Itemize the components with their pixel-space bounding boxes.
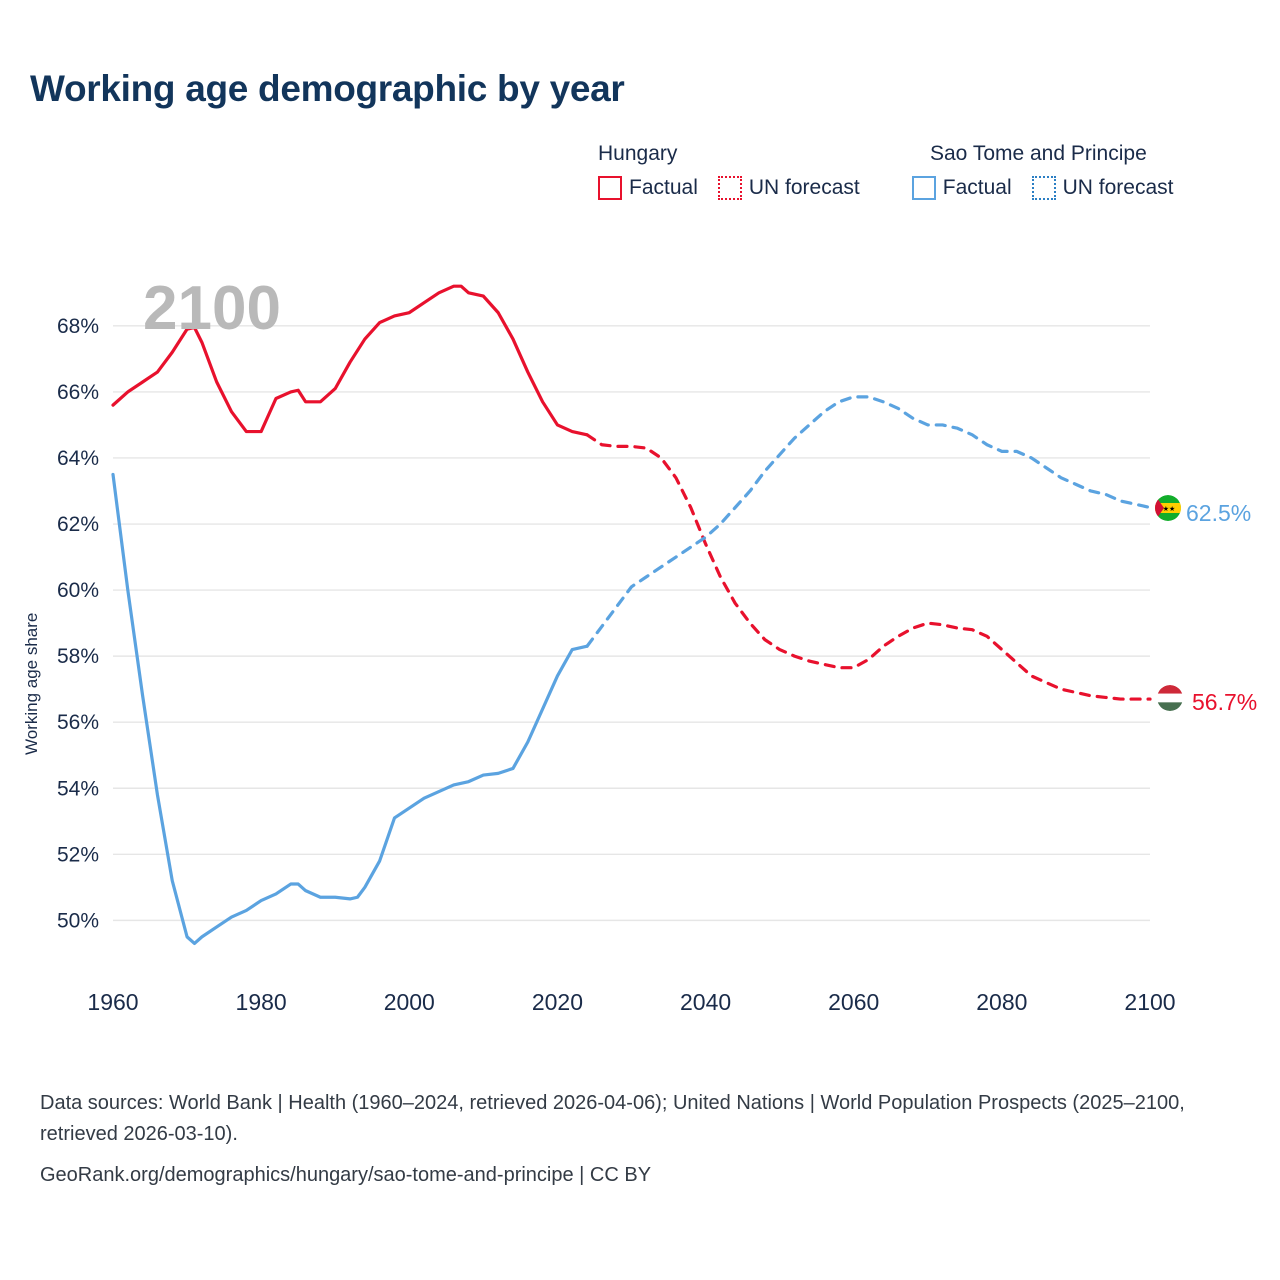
svg-text:2080: 2080 <box>976 989 1028 1015</box>
chart-plot <box>0 255 1280 1055</box>
legend-key-stp-factual[interactable] <box>912 176 1012 200</box>
svg-text:50%: 50% <box>56 909 99 933</box>
legend-country-names <box>598 142 1258 166</box>
flag-hungary-icon <box>1157 685 1183 711</box>
svg-text:2000: 2000 <box>383 989 435 1015</box>
legend-swatch-solid-blue-icon <box>912 176 936 200</box>
svg-text:54%: 54% <box>56 777 99 801</box>
svg-text:2060: 2060 <box>828 989 880 1015</box>
legend-label-stp-factual: Factual <box>942 176 1012 199</box>
chart-legend <box>598 142 1258 200</box>
flag-sao-tome-and-principe-icon <box>1155 495 1181 521</box>
legend-swatch-dotted-blue-icon <box>1032 176 1056 200</box>
footer-data-sources: Data sources: World Bank | Health (1960–2024, retrieved 2026-04-06); United Nations | World Population Prospects (2025–2100, retrieved 2026-03-10). <box>40 1092 1185 1145</box>
svg-text:★★: ★★ <box>1162 506 1176 513</box>
legend-country-stp: Sao Tome and Principe <box>930 142 1147 165</box>
chart-footer <box>40 1088 1240 1191</box>
y-axis-label: Working age share <box>22 612 41 755</box>
svg-text:62%: 62% <box>56 513 99 537</box>
svg-text:1960: 1960 <box>87 989 139 1015</box>
legend-key-hungary-forecast[interactable] <box>718 176 860 200</box>
legend-country-hungary: Hungary <box>598 142 678 165</box>
svg-text:2020: 2020 <box>531 989 584 1015</box>
svg-text:1980: 1980 <box>235 989 287 1015</box>
svg-text:64%: 64% <box>56 446 99 470</box>
svg-text:66%: 66% <box>56 380 99 404</box>
svg-text:52%: 52% <box>56 843 99 867</box>
svg-text:2100: 2100 <box>1124 989 1176 1015</box>
svg-text:56%: 56% <box>56 711 99 735</box>
legend-swatch-dotted-red-icon <box>718 176 742 200</box>
legend-label-stp-forecast: UN forecast <box>1062 176 1174 199</box>
end-label-hungary: 56.7% <box>1192 689 1258 715</box>
svg-text:58%: 58% <box>56 645 99 669</box>
legend-label-hungary-factual: Factual <box>629 176 698 199</box>
footer-attribution: GeoRank.org/demographics/hungary/sao-tome-and-principe | CC BY <box>40 1164 652 1186</box>
page-title: Working age demographic by year <box>30 68 625 109</box>
year-watermark: 2100 <box>143 274 281 343</box>
legend-key-stp-forecast[interactable] <box>1032 176 1174 200</box>
svg-text:2040: 2040 <box>679 989 732 1015</box>
legend-swatch-solid-red-icon <box>598 176 622 200</box>
chart-area <box>0 255 1280 1055</box>
legend-keys <box>598 176 1258 200</box>
svg-text:68%: 68% <box>56 314 99 338</box>
legend-label-hungary-forecast: UN forecast <box>748 176 860 199</box>
end-label-stp: 62.5% <box>1186 500 1252 526</box>
svg-text:60%: 60% <box>56 579 99 603</box>
legend-key-hungary-factual[interactable] <box>598 176 698 200</box>
